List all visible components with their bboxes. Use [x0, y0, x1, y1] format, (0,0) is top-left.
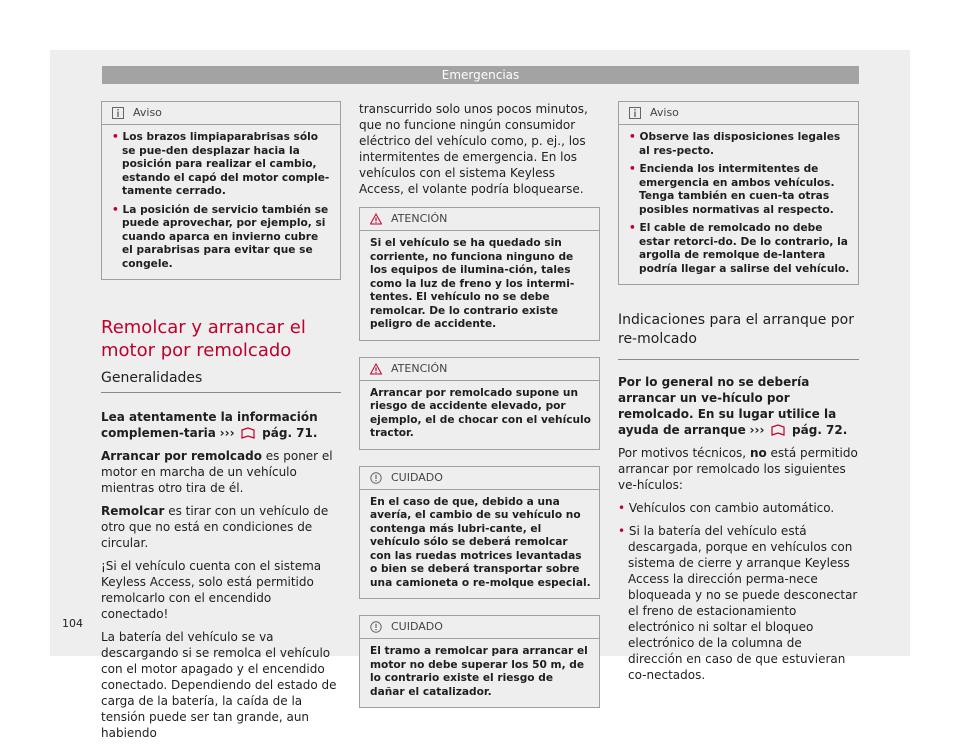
definition-paragraph: Arrancar por remolcado es poner el motor en marcha de un vehículo mientras otro tira de él.: [101, 449, 333, 495]
book-reference-icon: [241, 427, 255, 439]
section-title: Remolcar y arrancar el motor por remolcado: [101, 317, 306, 361]
warning-label: ATENCIÓN: [391, 361, 448, 375]
list-item: • Vehículos con cambio automático.: [618, 501, 835, 515]
aviso-box-left: [101, 101, 341, 280]
section-title: Indicaciones para el arranque por re-molcado: [618, 312, 854, 347]
page-number: 104: [62, 617, 83, 630]
aviso-header: [619, 102, 858, 125]
caution-text: En el caso de que, debido a una avería, el cambio de su vehículo no contenga más lubri-cante, el vehículo sólo se deberá remolcar con las ruedas motrices levantadas o bien se deberá transportar sobre una camioneta o re-molque especial.: [370, 495, 591, 589]
intro-paragraph: Por lo general no se debería arrancar un ve-hículo por remolcado. En su lugar utilice la ayuda de arranque ››› pág. 72.: [618, 375, 848, 437]
caution-label: CUIDADO: [391, 620, 443, 633]
caution-text: El tramo a remolcar para arrancar el motor no debe superar los 50 m, de lo contrario existe el riesgo de dañar el catalizador.: [370, 645, 588, 698]
aviso-bullet: • Los brazos limpiaparabrisas sólo se pue-den desplazar hacia la posición para realizar el cambio, estando el capó del motor comple-tamente cerrado.: [112, 131, 330, 197]
page-link[interactable]: pág. 71: [262, 426, 313, 440]
subsection-title: Generalidades: [101, 370, 203, 386]
warning-triangle-icon: [370, 213, 382, 225]
caution-box: [359, 615, 600, 708]
right-column: [618, 101, 859, 690]
body-paragraph: transcurrido solo unos pocos minutos, que no funcione ningún consumidor eléctrico del vehículo como, p. ej., los intermitentes de emergencia. En los vehículos con el sistema Keyless Access, el volante podría bloquearse.: [359, 102, 588, 196]
caution-circle-icon: [370, 472, 382, 484]
section-divider: [101, 392, 341, 393]
ref-arrows: ›››: [749, 423, 765, 437]
info-icon: [629, 107, 641, 119]
warning-box: [359, 357, 600, 450]
aviso-header: [102, 102, 340, 125]
body-paragraph: La batería del vehículo se va descargando si se remolca el vehículo con el motor apagado y el encendido conectado. Dependiendo del estado de carga de la batería, la caída de la tensión puede ser tan grande, aun habiendo: [101, 630, 337, 740]
body-paragraph: ¡Si el vehículo cuenta con el sistema Keyless Access, solo está permitido remolcarlo con el encendido conectado!: [101, 559, 322, 621]
intro-paragraph: Lea atentamente la información complemen-taria ››› pág. 71.: [101, 410, 318, 440]
page-link[interactable]: pág. 72: [792, 423, 843, 437]
warning-triangle-icon: [370, 363, 382, 375]
caution-circle-icon: [370, 621, 382, 633]
caution-label: CUIDADO: [391, 470, 443, 484]
aviso-bullet: • Observe las disposiciones legales al res-pecto.: [629, 131, 841, 157]
warning-box: [359, 207, 600, 341]
warning-text: Si el vehículo se ha quedado sin corriente, no funciona ninguno de los equipos de ilumina-ción, tales como la luz de freno y los intermi-tentes. El vehículo no se debe remolcar. De lo contrario existe peligro de accidente.: [370, 237, 575, 330]
middle-column: [359, 101, 600, 708]
ref-arrows: ›››: [219, 426, 235, 440]
aviso-bullet: • La posición de servicio también se puede aprovechar, por ejemplo, si cuando aparca en invierno cubre el parabrisas para evitar que se congele.: [112, 203, 329, 270]
definition-paragraph: Remolcar es tirar con un vehículo de otro que no está en condiciones de circular.: [101, 504, 329, 550]
info-icon: [112, 107, 124, 119]
aviso-label: Aviso: [133, 106, 162, 119]
aviso-box-right: [618, 101, 859, 285]
aviso-bullet: • Encienda los intermitentes de emergencia en ambos vehículos. Tenga también en cuen-ta otras posibles normativas al respecto.: [629, 163, 835, 216]
book-reference-icon: [771, 424, 785, 436]
warning-label: ATENCIÓN: [391, 212, 448, 225]
aviso-label: Aviso: [650, 106, 679, 119]
warning-text: Arrancar por remolcado supone un riesgo de accidente elevado, por ejemplo, el de chocar con el vehículo tractor.: [370, 386, 591, 439]
body-paragraph: Por motivos técnicos, no está permitido arrancar por remolcado los siguientes ve-hículos:: [618, 446, 858, 492]
chapter-header: Emergencias: [102, 66, 859, 84]
caution-box: [359, 466, 600, 600]
aviso-bullet: • El cable de remolcado no debe estar retorci-do. De lo contrario, la argolla de remolque de-lantera podría llegar a salirse del vehículo.: [629, 222, 850, 275]
list-item: • Si la batería del vehículo está descargada, porque en vehículos con sistema de cierre y arranque Keyless Access la dirección perma-nece bloqueada y no se puede desconectar el freno de estacionamiento electrónico ni soltar el bloqueo electrónico de la columna de dirección en caso de que estuvieran co-nectados.: [618, 524, 858, 682]
left-column: [101, 101, 341, 748]
section-divider: [618, 359, 859, 360]
